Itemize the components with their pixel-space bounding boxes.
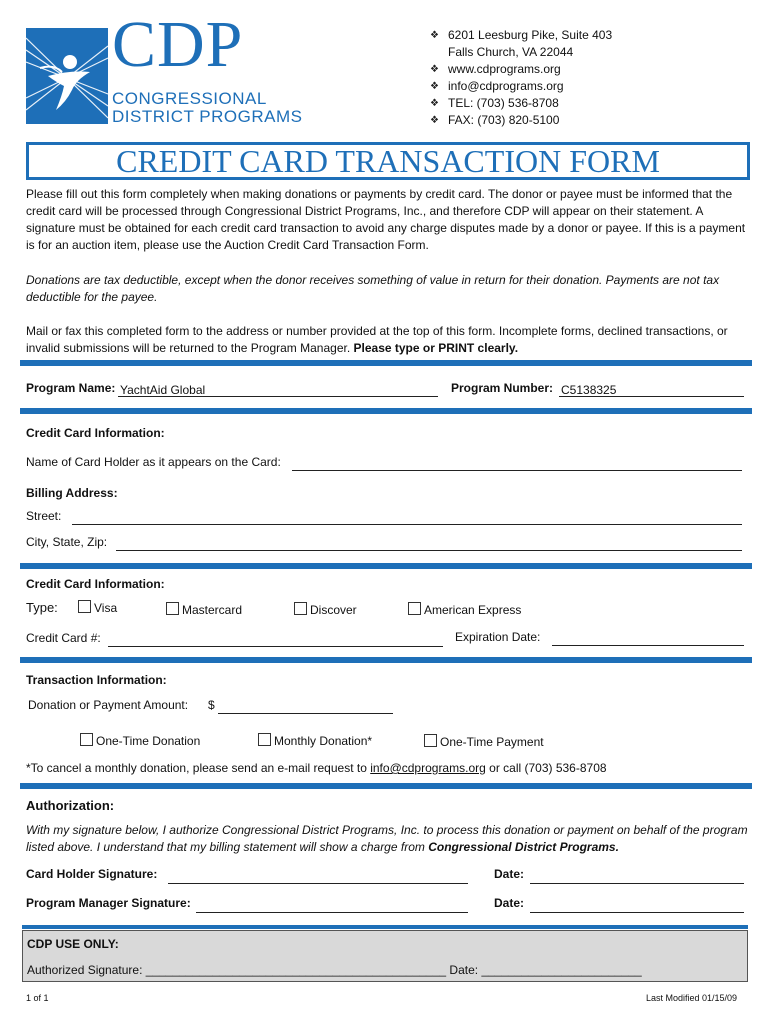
- authorized-signature-field[interactable]: _____________________________________________: [145, 963, 447, 977]
- cancel-email-link[interactable]: info@cdprograms.org: [370, 761, 486, 775]
- one-time-donation-option[interactable]: [80, 733, 200, 748]
- street-field[interactable]: [72, 509, 742, 525]
- checkbox-icon[interactable]: [258, 733, 271, 746]
- one-time-payment-option[interactable]: [424, 734, 544, 749]
- logo-abbreviation: CDP: [112, 8, 244, 81]
- page-number: 1 of 1: [26, 993, 49, 1003]
- checkbox-icon[interactable]: [294, 602, 307, 615]
- fax-number: FAX: (703) 820-5100: [448, 113, 560, 127]
- amount-label: Donation or Payment Amount:: [28, 698, 189, 712]
- cdp-use-only-box: [22, 930, 748, 982]
- logo-emblem: [26, 28, 108, 124]
- email-link[interactable]: info@cdprograms.org: [448, 79, 564, 93]
- program-name-label: Program Name:: [26, 381, 116, 395]
- cdp-date-field[interactable]: ________________________: [481, 963, 642, 977]
- diamond-bullet-icon: ❖: [430, 115, 439, 126]
- card-holder-field[interactable]: [292, 455, 742, 471]
- program-name-value: YachtAid Global: [120, 383, 206, 397]
- card-holder-label: Name of Card Holder as it appears on the Card:: [26, 455, 281, 469]
- city-state-zip-label: City, State, Zip:: [26, 535, 108, 549]
- monthly-donation-option[interactable]: [258, 733, 372, 748]
- diamond-bullet-icon: ❖: [430, 64, 439, 75]
- contact-row: [430, 44, 612, 61]
- authorized-signature-label: Authorized Signature:: [27, 963, 143, 977]
- cdp-date-label: Date:: [449, 963, 479, 977]
- program-number-value: C5138325: [561, 383, 617, 397]
- holder-signature-label: Card Holder Signature:: [26, 867, 158, 881]
- card-number-field[interactable]: [108, 631, 443, 647]
- section-divider: [20, 563, 752, 569]
- diamond-bullet-icon: ❖: [430, 30, 439, 41]
- manager-date-field[interactable]: [530, 897, 744, 913]
- mail-note-text: Mail or fax this completed form to the address or number provided at the top of this form. Incomplete forms, declined transactions, or invalid submissions will be returned to the Program Manager.: [26, 324, 728, 355]
- logo-line-2: DISTRICT PROGRAMS: [112, 107, 303, 126]
- amex-checkbox-option[interactable]: [408, 602, 521, 617]
- manager-date-label: Date:: [494, 896, 525, 910]
- checkbox-icon[interactable]: [166, 602, 179, 615]
- contact-row: [430, 112, 612, 129]
- authorization-text: [26, 822, 748, 856]
- authorization-statement: With my signature below, I authorize Congressional District Programs, Inc. to process this donation or payment on behalf of the program listed above. I understand that my billing statement will show a charge from: [26, 823, 748, 854]
- visa-label: Visa: [94, 601, 118, 615]
- logo-line-1: CONGRESSIONAL: [112, 89, 267, 108]
- phone-number: TEL: (703) 536-8708: [448, 96, 559, 110]
- mastercard-checkbox-option[interactable]: [166, 602, 242, 617]
- manager-signature-field[interactable]: [196, 897, 468, 913]
- section-divider: [22, 925, 748, 929]
- discover-label: Discover: [310, 603, 357, 617]
- transaction-heading: Transaction Information:: [26, 673, 167, 687]
- billing-address-heading: Billing Address:: [26, 486, 118, 500]
- one-time-payment-label: One-Time Payment: [440, 735, 544, 749]
- visa-checkbox-option[interactable]: [78, 600, 117, 615]
- cancel-note-phone: or call (703) 536-8708: [489, 761, 607, 775]
- manager-signature-label: Program Manager Signature:: [26, 896, 191, 910]
- section-divider: [20, 657, 752, 663]
- contact-row: [430, 78, 612, 95]
- mail-note-emphasis: Please type or PRINT clearly.: [353, 341, 519, 355]
- contact-row: [430, 27, 612, 44]
- contact-block: [430, 27, 612, 129]
- contact-row: [430, 95, 612, 112]
- last-modified: Last Modified 01/15/09: [646, 993, 738, 1003]
- cancel-note-text: *To cancel a monthly donation, please send an e-mail request to: [26, 761, 367, 775]
- contact-row: [430, 61, 612, 78]
- tax-note: Donations are tax deductible, except when the donor receives something of value in return for their donation. Payments are not tax deductible for the payee.: [26, 273, 720, 304]
- holder-signature-field[interactable]: [168, 868, 468, 884]
- expiration-label: Expiration Date:: [455, 630, 541, 644]
- diamond-bullet-icon: ❖: [430, 81, 439, 92]
- holder-date-label: Date:: [494, 867, 525, 881]
- section-divider: [20, 408, 752, 414]
- city-state-zip-field[interactable]: [116, 535, 742, 551]
- section-divider: [20, 360, 752, 366]
- mastercard-label: Mastercard: [182, 603, 243, 617]
- authorization-heading: Authorization:: [26, 798, 115, 813]
- one-time-donation-label: One-Time Donation: [96, 734, 201, 748]
- checkbox-icon[interactable]: [424, 734, 437, 747]
- amex-label: American Express: [424, 603, 522, 617]
- checkbox-icon[interactable]: [78, 600, 91, 613]
- monthly-donation-label: Monthly Donation*: [274, 734, 373, 748]
- address-line-1: 6201 Leesburg Pike, Suite 403: [448, 28, 613, 42]
- checkbox-icon[interactable]: [80, 733, 93, 746]
- amount-field[interactable]: [218, 698, 393, 714]
- holder-date-field[interactable]: [530, 868, 744, 884]
- form-title: CREDIT CARD TRANSACTION FORM: [29, 145, 747, 177]
- program-name-field[interactable]: [118, 381, 438, 397]
- currency-symbol: $: [208, 698, 215, 712]
- intro-paragraph: Please fill out this form completely when making donations or payments by credit card. The donor or payee must be informed that the credit card will be processed through Congressional District Programs, Inc., and therefore CDP will appear on their statement. A signature must be obtained for each credit card transaction to avoid any charge disputes made by a donor or payee. If this is a payment is for an auction item, please use the Auction Credit Card Transaction Form.: [26, 187, 746, 252]
- discover-checkbox-option[interactable]: [294, 602, 357, 617]
- logo-figure-icon: [26, 28, 108, 124]
- street-label: Street:: [26, 509, 62, 523]
- mail-note: [26, 323, 748, 357]
- diamond-bullet-icon: ❖: [430, 98, 439, 109]
- program-number-label: Program Number:: [451, 381, 554, 395]
- address-line-2: Falls Church, VA 22044: [448, 45, 574, 59]
- checkbox-icon[interactable]: [408, 602, 421, 615]
- section-divider: [20, 783, 752, 789]
- card-number-label: Credit Card #:: [26, 631, 101, 645]
- expiration-field[interactable]: [552, 630, 744, 646]
- title-banner: [26, 142, 750, 180]
- cdp-use-heading: CDP USE ONLY:: [27, 937, 119, 951]
- authorized-signature-row: [27, 963, 642, 977]
- website-link[interactable]: www.cdprograms.org: [448, 62, 561, 76]
- card-type-label: Type:: [26, 600, 58, 615]
- cancel-note: [26, 761, 607, 775]
- card-info-heading: Credit Card Information:: [26, 426, 165, 440]
- program-number-field[interactable]: [559, 381, 744, 397]
- card-type-heading: Credit Card Information:: [26, 577, 165, 591]
- authorization-company: Congressional District Programs.: [428, 840, 619, 854]
